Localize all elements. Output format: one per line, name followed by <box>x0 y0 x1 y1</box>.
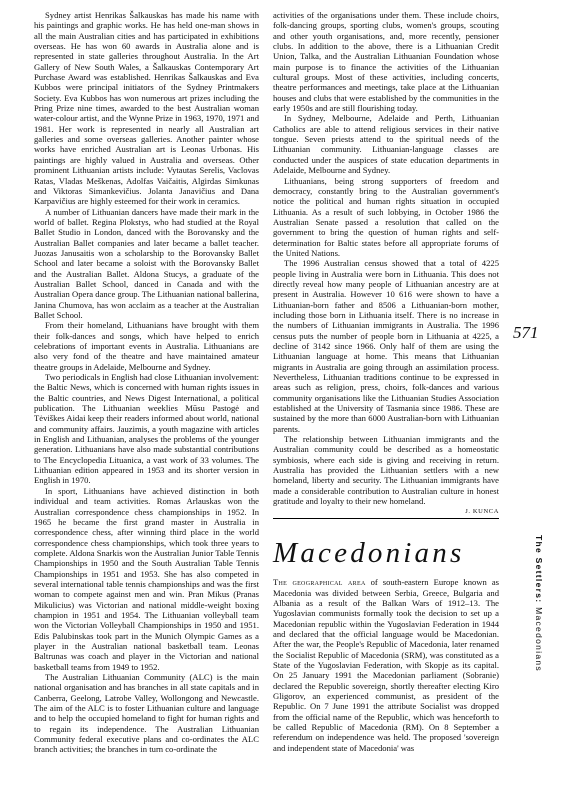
lead-in-rest: of south-eastern Europe known as Macedonia was divided between Serbia, Greece, Bulgaria and Albania as a result of the Balkan Wars of 1912–13. The Yugoslavian communists formally took the decision to set up a Macedonian republic within the Yugoslavian Federation in 1944 and declared that the official language would be Macedonian. After the war, the People's Republic of Macedonia, later renamed the Socialist Republic of Macedonia (SRM), was constituted as a State of the Yugoslavian Federation, with Skopje as its capital. On 25 January 1991 the Macedonian parliament (Sobranie) declared the Republic sovereign, shortly thereafter electing Kiro Gligorov, an experienced communist, as president of the Republic. On 7 June 1991 the attribute Socialist was dropped from the official name of the Republic, which was henceforth to be called Republic of Macedonia (RM). On 8 September a referendum on independence was held. The proposed 'sovereign and independent state of Macedonia' was <box>273 577 499 753</box>
paragraph: The Australian Lithuanian Community (ALC) is the main national organisation and has branches in all state capitals and in Canberra, Geelong, Latrobe Valley, Wollongong and Newcastle. The aim of the ALC is to foster Lithuanian culture and language and to help the occupied homeland to fight for human rights and to regain its independence. The Australian Lithuanian Community federal executive plans and co-ordinates the ALC branch activities; the branches in turn co-ordinate the <box>34 672 259 755</box>
paragraph: activities of the organisations under them. These include choirs, folk-dancing groups, sporting clubs, women's groups, scouting and other youth organisations, and, more recently, pensioner clubs. In addition to the above, there is a Lithuanian Credit Union, Talka, and the Australian Lithuanian Foundation whose main purpose is to finance the activities of the Lithuanian cultural groups. Most of these activities, including concerts, theatre performances and meetings, take place at the Lithuanian houses and clubs that were established by the communities in the early 1950s and are still flourishing today. <box>273 10 499 114</box>
paragraph: Two periodicals in English had close Lithuanian involvement: the Baltic News, which is concerned with human rights issues in the Baltic countries, and News Digest International, a political publication. The Lithuanian weeklies Mūsu Pastogė and Tėviškes Aidai keep their readers informed about world, national and community affairs. Jauzimis, a youth magazine with articles in English and Lithuanian, analyses the problems of the younger generation. Lithuanians have also made substantial contributions to The Encyclopedia Lituanica, a vast work of 33 volumes. The Lithuanian edition appeared in 1953 and its shorter version in English in 1970. <box>34 372 259 486</box>
section-divider <box>273 518 499 519</box>
paragraph: From their homeland, Lithuanians have brought with them their folk-dances and songs, which have helped to enrich celebrations of important events in Australia. Lithuanians are also very fond of the theatre and have maintained amateur theatre groups in Adelaide, Melbourne and Sydney. <box>34 320 259 372</box>
left-column <box>34 10 259 755</box>
paragraph: In Sydney, Melbourne, Adelaide and Perth, Lithuanian Catholics are able to attend religious services in their native tongue. Seven priests attend to the spiritual needs of the Lithuanian community. Lithuanian-language classes are conducted under the auspices of state education departments in Adelaide, Melbourne and Sydney. <box>273 113 499 176</box>
page-number: 571 <box>513 323 539 342</box>
paragraph: Lithuanians, being strong supporters of freedom and democracy, constantly bring to the Australian government's notice the political and human rights situation in occupied Lithuania. As a result of such lobbying, in October 1986 the Australian Senate passed a resolution that called on the government to bring the question of human rights and self-determination for Baltic states before all appropriate forums of the United Nations. <box>273 175 499 258</box>
macedonians-intro <box>273 577 499 753</box>
lead-in-smallcaps: The geographical area <box>273 577 366 588</box>
section-title: Macedonians <box>273 537 465 570</box>
paragraph: The 1996 Australian census showed that a total of 4225 people living in Australia were born in Lithuania. This does not directly reveal how many people of Lithuanian ancestry are at present in Australia. However 10 616 were shown to have a Lithuanian-born father and 8506 a Lithuanian-born mother, including those born in Lithuania itself. There is no increase in the numbers of Lithuanian immigrants in Australia. The 1996 census puts the number of people born in Lithuania at 4225, a decline of 3142 since 1966. Only half of them are using the Lithuanian language at home. This means that Lithuanian migrants in Australia are going through an assimilation process. Nevertheless, Lithuanian traditions continue to be expressed in areas such as religion, press, choirs, folk-dances and various community organisations like the Lithuanian Studies Association established at the University of Tasmania since 1986. These are sustained by the more than 6000 Australian-born with Lithuanian parents. <box>273 258 499 434</box>
running-head-section: Macedonians <box>534 607 544 672</box>
running-head <box>534 535 544 735</box>
author-signature: J. KUNCA <box>465 507 499 515</box>
running-head-separator: : <box>534 599 544 604</box>
paragraph: Sydney artist Henrikas Šalkauskas has made his name with his paintings and graphic works. He has held one-man shows in all the main Australian cities and has participated in exhibitions overseas. He has won 60 awards in Australia alone and is represented in state galleries throughout Australia. In the Art Gallery of New South Wales, a Šalkauskas Contemporary Art Purchase Award was established. Henrikas Šalkauskas and Eva Kubbos were principal initiators of the Sydney Printmakers Society. Eva Kubbos has won numerous art prizes including the Pring Prize nine times, awarded to the best Australian woman water-colour artist, and the Wynne Prize in 1963, 1970, 1971 and 1981. Her work is represented in nearly all Australian art galleries and some overseas galleries. Another painter whose works have enriched Australian art is Leonas Urbonas. His paintings are highly valued in Australia and overseas. Other prominent Lithuanian artists include: Vytautas Serelis, Vaclovas Ratas, Vladas Meškenas, Adolfas Vaičaitis, Algirdas Simkunas and Viktoras Simankevičius. Jolanta Janavičius and Dana Karpavičius are highly esteemed for their work in ceramics. <box>34 10 259 207</box>
paragraph: In sport, Lithuanians have achieved distinction in both individual and team activities. Romas Arlauskas won the Australian correspondence chess championships in 1952. In 1965 he became the first grand master in Australia in correspondence chess, after winning third place in the world correspondence chess championships, which took three years to complete. Aldona Snarkis won the Australian Junior Table Tennis Championships in 1950 and the South Australian Table Tennis Championships in 1951 and 1953. She has also competed in several international table tennis championships and was the first woman to compete against men and win. Pran Mikus (Pranas Mikulicius) was Victorian and national middle-weight boxing champion in 1951 and 1954. The Lithuanian volleyball team won the Victorian Volleyball Championships in 1950 and 1951. Edis Palubinskas took part in the Munich Olympic Games as a player in the Australian national basketball team. Leonas Baltrunas was coach and player in the Victorian and national basketball teams from 1949 to 1952. <box>34 485 259 672</box>
paragraph: A number of Lithuanian dancers have made their mark in the world of ballet. Regina Plokstys, who had studied at the Royal Ballet Studio in London, danced with the Borovansky and the Australian Ballet companies and later became a ballet teacher. Juozas Janusaitis won a scholarship to the Borovansky Ballet School and later became a soloist with the Borovansky Ballet and the Australian Ballet. Aldona Stucys, a graduate of the Australian Ballet School, danced in Canada and with the Australian Opera dance group. The Lithuanian national ballerina, Janina Chumova, has won acclaim as a teacher at the Australian Ballet School. <box>34 206 259 320</box>
paragraph: The relationship between Lithuanian immigrants and the Australian community could be described as a homeostatic symbiosis, where each side is giving and receiving in return. Australia has provided the Lithuanian settlers with a new homeland, liberty and security. The Lithuanian immigrants have made a considerable contribution to Australian culture in honest gratitude and loyalty to their new homeland. <box>273 434 499 507</box>
running-head-title: The Settlers <box>534 535 544 600</box>
right-column <box>273 10 499 753</box>
